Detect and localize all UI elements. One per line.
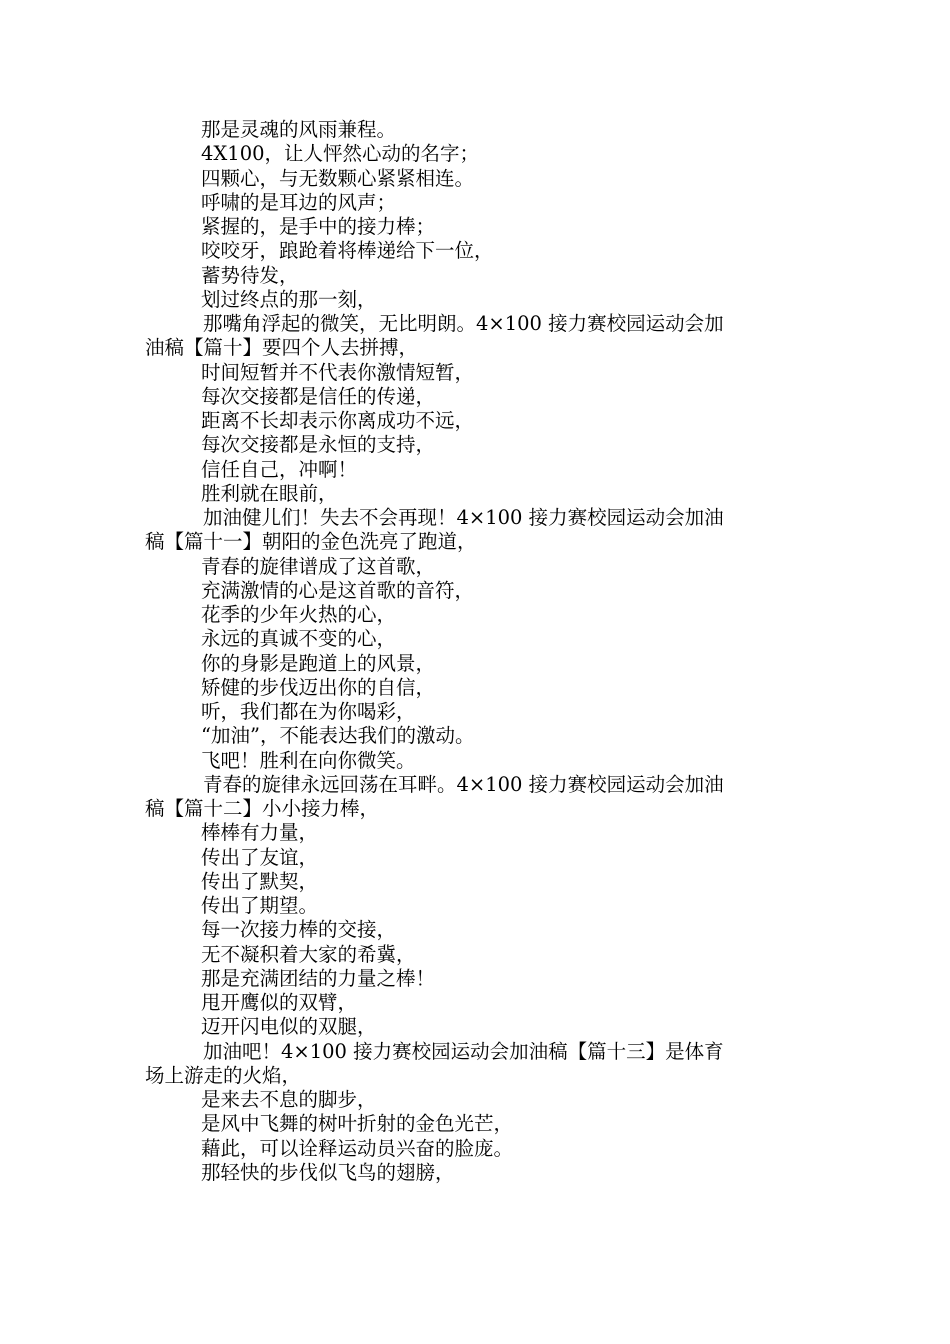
text-line: 花季的少年火热的心，: [201, 603, 397, 626]
paragraph-line: 加油健儿们！失去不会再现！4×100 接力赛校园运动会加油: [203, 506, 724, 529]
text-line: 甩开鹰似的双臂，: [201, 991, 358, 1014]
text-line: 信任自己，冲啊！: [201, 457, 358, 481]
paragraph-line: 稿【篇十二】小小接力棒，: [145, 797, 380, 820]
text-line: 是来去不息的脚步，: [201, 1088, 377, 1111]
text-line: 四颗心，与无数颗心紧紧相连。: [201, 166, 475, 190]
text-line: 紧握的，是手中的接力棒；: [201, 215, 436, 238]
text-line: 无不凝积着大家的希冀，: [201, 942, 416, 966]
text-line: 每次交接都是信任的传递，: [201, 384, 436, 408]
text-line: 胜利就在眼前，: [201, 481, 338, 505]
text-line: 划过终点的那一刻，: [201, 287, 377, 311]
text-line: 矫健的步伐迈出你的自信，: [201, 675, 436, 699]
text-line: 充满激情的心是这首歌的音符，: [201, 578, 475, 602]
text-line: 那是灵魂的风雨兼程。: [201, 118, 397, 141]
paragraph-line: 稿【篇十一】朝阳的金色洗亮了跑道，: [145, 530, 477, 554]
text-line: 蓄势待发，: [201, 263, 299, 287]
text-line: 听，我们都在为你喝彩，: [201, 700, 416, 723]
text-line: 迈开闪电似的双腿，: [201, 1015, 377, 1039]
text-line: 呼啸的是耳边的风声；: [201, 190, 397, 214]
paragraph-line: 场上游走的火焰，: [145, 1063, 302, 1087]
text-line: 你的身影是跑道上的风景，: [201, 651, 436, 675]
text-line: 永远的真诚不变的心，: [201, 627, 397, 651]
text-line: 传出了期望。: [201, 894, 319, 917]
document-body: [145, 118, 810, 1185]
text-line: 传出了友谊，: [201, 845, 319, 869]
text-line: 是风中飞舞的树叶折射的金色光芒，: [201, 1112, 514, 1136]
text-line: 那是充满团结的力量之棒！: [201, 966, 436, 990]
text-line: 每一次接力棒的交接，: [201, 918, 397, 942]
text-line: 藉此，可以诠释运动员兴奋的脸庞。: [201, 1136, 514, 1160]
paragraph-line: 青春的旋律永远回荡在耳畔。4×100 接力赛校园运动会加油: [203, 772, 724, 796]
text-line: 4X100，让人怦然心动的名字；: [201, 142, 480, 166]
paragraph-line: 加油吧！4×100 接力赛校园运动会加油稿【篇十三】是体育: [203, 1039, 724, 1063]
text-line: 传出了默契，: [201, 869, 319, 893]
paragraph-line: 油稿【篇十】要四个人去拼搏，: [145, 336, 419, 360]
text-line: 飞吧！胜利在向你微笑。: [201, 748, 416, 772]
text-line: 咬咬牙，踉跄着将棒递给下一位，: [201, 239, 494, 263]
text-line: 棒棒有力量，: [201, 821, 319, 845]
text-line: 距离不长却表示你离成功不远，: [201, 409, 475, 432]
text-line: 那轻快的步伐似飞鸟的翅膀，: [201, 1160, 455, 1184]
text-line: 每次交接都是永恒的支持，: [201, 433, 436, 457]
text-line: 时间短暂并不代表你激情短暂，: [201, 360, 475, 384]
text-line: “加油”，不能表达我们的激动。: [201, 724, 475, 748]
text-line: 青春的旋律谱成了这首歌，: [201, 554, 436, 578]
paragraph-line: 那嘴角浮起的微笑，无比明朗。4×100 接力赛校园运动会加: [203, 312, 724, 335]
